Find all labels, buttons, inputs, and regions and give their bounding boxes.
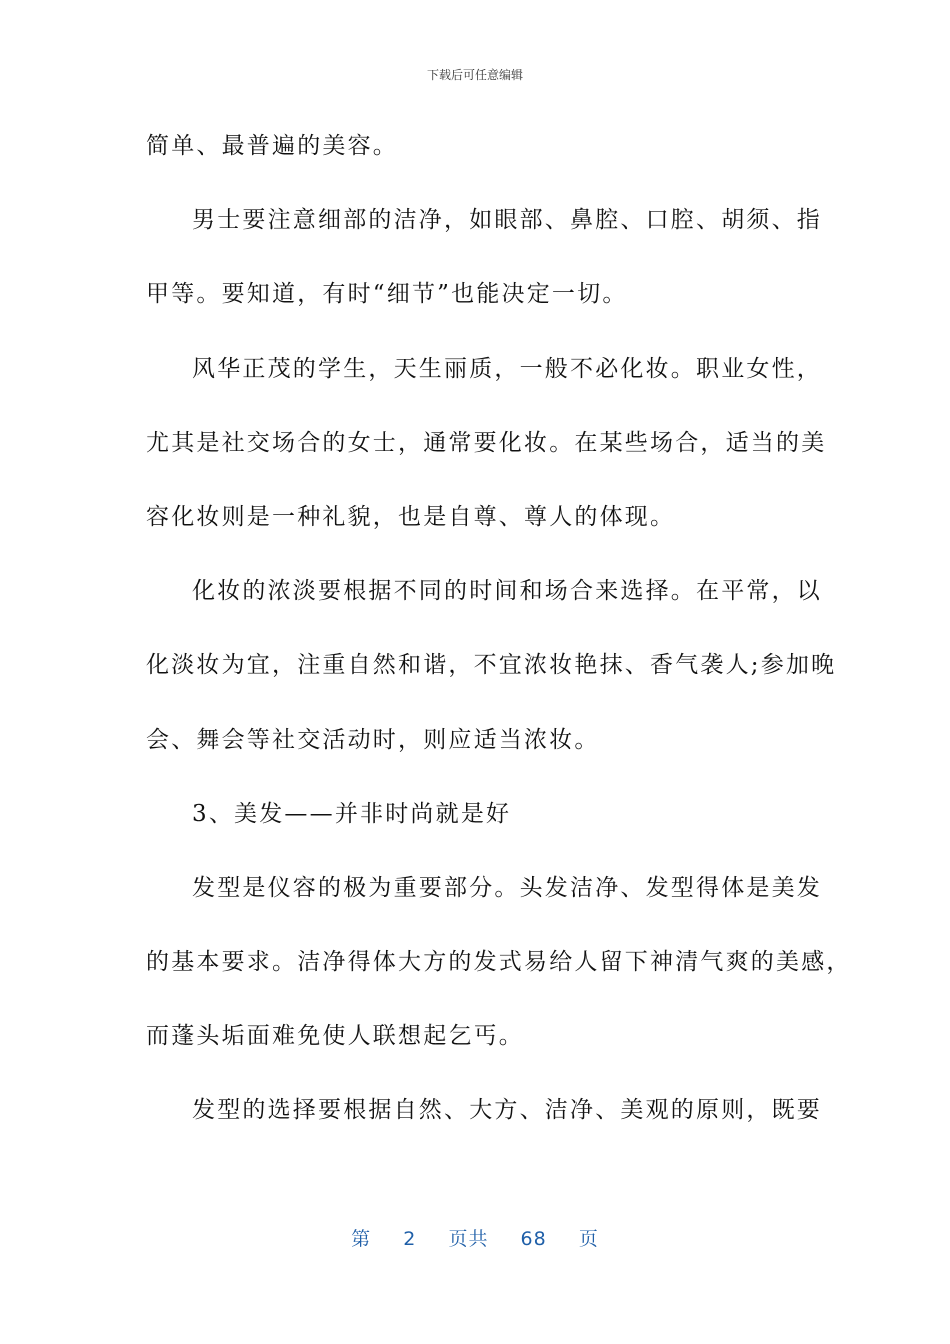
current-page-number: 2 [403, 1228, 417, 1250]
text-line: 尤其是社交场合的女士，通常要化妆。在某些场合，适当的美 [146, 429, 827, 456]
text-line: 甲等。要知道，有时“细节”也能决定一切。 [146, 281, 628, 308]
text-line: 而蓬头垢面难免使人联想起乞丐。 [146, 1023, 524, 1050]
text-line: 男士要注意细部的洁净，如眼部、鼻腔、口腔、胡须、指 [192, 207, 822, 234]
section-heading: 3、美发——并非时尚就是好 [192, 800, 512, 827]
page-prefix: 第 [351, 1228, 372, 1250]
page-mid-label: 页共 [448, 1228, 489, 1250]
text-line: 会、舞会等社交活动时，则应适当浓妆。 [146, 726, 600, 753]
text-line: 简单、最普遍的美容。 [146, 133, 398, 159]
text-line: 化妆的浓淡要根据不同的时间和场合来选择。在平常，以 [192, 578, 822, 605]
page-suffix: 页 [578, 1228, 599, 1250]
text-line: 发型的选择要根据自然、大方、洁净、美观的原则，既要 [192, 1097, 822, 1124]
page-footer [0, 1224, 950, 1251]
header-note: 下载后可任意编辑 [426, 68, 523, 82]
text-line: 的基本要求。洁净得体大方的发式易给人留下神清气爽的美感， [146, 949, 852, 976]
text-line: 容化妆则是一种礼貌，也是自尊、尊人的体现。 [146, 503, 676, 530]
document-body [146, 126, 852, 1165]
total-pages-number: 68 [520, 1228, 547, 1250]
text-line: 风华正茂的学生，天生丽质，一般不必化妆。职业女性， [192, 355, 822, 382]
text-line: 化淡妆为宜，注重自然和谐，不宜浓妆艳抹、香气袭人;参加晚 [146, 652, 837, 679]
text-line: 发型是仪容的极为重要部分。头发洁净、发型得体是美发 [192, 874, 822, 901]
